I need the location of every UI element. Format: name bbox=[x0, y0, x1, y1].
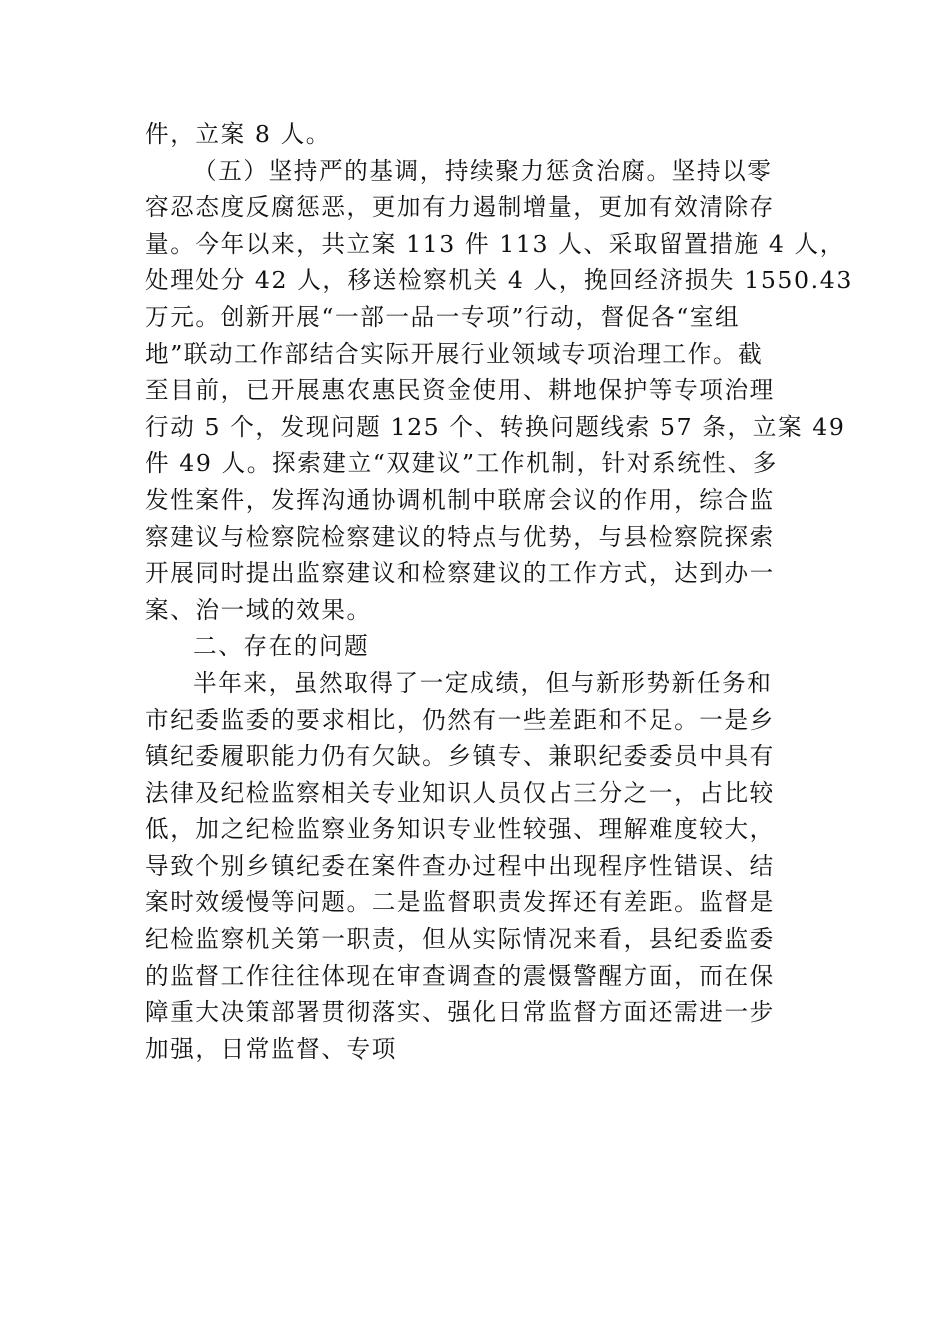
text-line: 障重大决策部署贯彻落实、强化日常监督方面还需进一步 bbox=[145, 998, 775, 1027]
text-line: 件，立案 8 人。 bbox=[145, 120, 331, 148]
text-line: 容忍态度反腐惩恶，更加有力遏制增量，更加有效清除存 bbox=[145, 193, 775, 222]
text-line: 至目前，已开展惠农惠民资金使用、耕地保护等专项治理 bbox=[145, 376, 775, 405]
paragraph-start-line: 半年来，虽然取得了一定成绩，但与新形势新任务和 bbox=[193, 668, 773, 697]
text-line: 件 49 人。探索建立“双建议”工作机制，针对系统性、多 bbox=[145, 449, 779, 478]
text-line: 案时效缓慢等问题。二是监督职责发挥还有差距。监督是 bbox=[145, 888, 775, 917]
text-line: 行动 5 个，发现问题 125 个、转换问题线索 57 条，立案 49 bbox=[145, 412, 846, 441]
text-line: 开展同时提出监察建议和检察建议的工作方式，达到办一 bbox=[145, 559, 775, 588]
section-heading: 二、存在的问题 bbox=[193, 632, 370, 661]
text-line: 处理处分 42 人，移送检察机关 4 人，挽回经济损失 1550.43 bbox=[145, 266, 853, 295]
text-line: 量。今年以来，共立案 113 件 113 人、采取留置措施 4 人， bbox=[145, 229, 845, 258]
text-line: 加强，日常监督、专项 bbox=[145, 1034, 397, 1063]
text-line: 纪检监察机关第一职责，但从实际情况来看，县纪委监委 bbox=[145, 925, 775, 954]
text-line: 发性案件，发挥沟通协调机制中联席会议的作用，综合监 bbox=[145, 485, 775, 514]
text-line: 法律及纪检监察相关专业知识人员仅占三分之一，占比较 bbox=[145, 778, 775, 807]
text-line: 察建议与检察院检察建议的特点与优势，与县检察院探索 bbox=[145, 522, 775, 551]
text-line: 的监督工作往往体现在审查调查的震慑警醒方面，而在保 bbox=[145, 961, 775, 990]
text-line: 镇纪委履职能力仍有欠缺。乡镇专、兼职纪委委员中具有 bbox=[145, 742, 775, 771]
text-line: 导致个别乡镇纪委在案件查办过程中出现程序性错误、结 bbox=[145, 851, 775, 880]
text-line: 地”联动工作部结合实际开展行业领域专项治理工作。截 bbox=[145, 339, 764, 368]
document-body bbox=[145, 116, 853, 1067]
text-line: 低，加之纪检监察业务知识专业性较强、理解难度较大， bbox=[145, 815, 775, 844]
text-line: 案、治一域的效果。 bbox=[145, 595, 372, 624]
paragraph-start-line: （五）坚持严的基调，持续聚力惩贪治腐。坚持以零 bbox=[193, 156, 773, 185]
text-line: 市纪委监委的要求相比，仍然有一些差距和不足。一是乡 bbox=[145, 705, 775, 734]
text-line: 万元。创新开展“一部一品一专项”行动，督促各“室组 bbox=[145, 302, 741, 331]
